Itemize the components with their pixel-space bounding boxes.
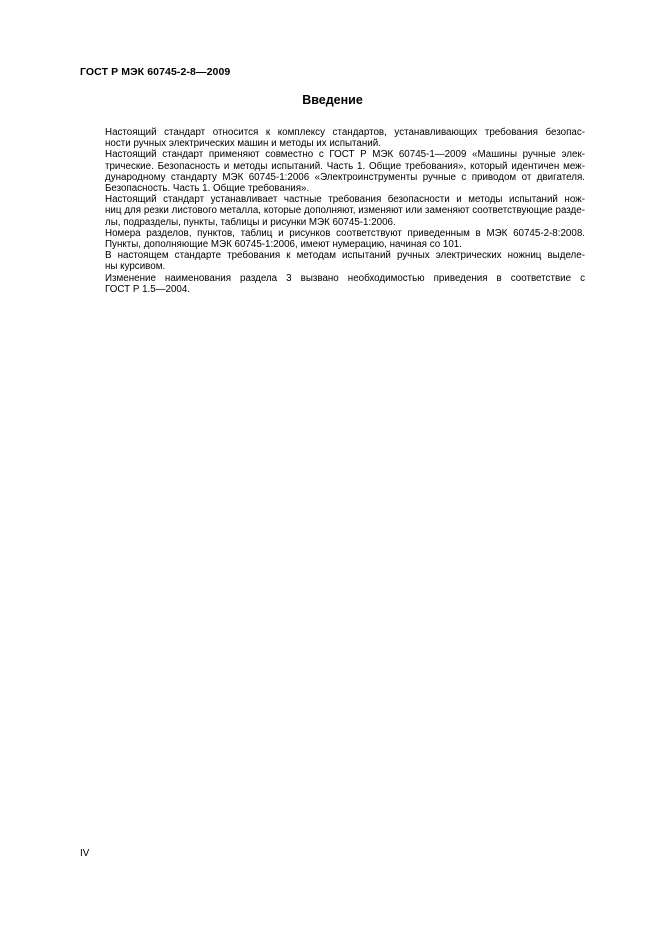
paragraph-5 <box>80 250 585 272</box>
paragraph-6 <box>80 273 585 295</box>
paragraph-line: Безопасность. Часть 1. Общие требования». <box>105 183 310 195</box>
paragraph-line: В настоящем стандарте требования к методам испытаний ручных электрических ножниц выделе- <box>105 250 585 262</box>
page-number: IV <box>80 848 90 859</box>
paragraph-line: Настоящий стандарт устанавливает частные требования безопасности и методы испытаний нож- <box>105 194 585 206</box>
paragraph-line: лы, подразделы, пункты, таблицы и рисунки МЭК 60745-1:2006. <box>105 216 396 228</box>
paragraph-line: Изменение наименования раздела 3 вызвано необходимостью приведения в соответствие с <box>105 272 585 284</box>
paragraph-line: ниц для резки листового металла, которые дополняют, изменяют или заменяют соответствующие разде- <box>105 205 585 217</box>
paragraph-line: Настоящий стандарт относится к комплексу стандартов, устанавливающих требования безопас- <box>105 127 585 138</box>
paragraph-4 <box>80 228 585 250</box>
section-title: Введение <box>302 93 363 107</box>
paragraph-line: ны курсивом. <box>105 261 166 273</box>
standard-code-header: ГОСТ Р МЭК 60745-2-8—2009 <box>80 66 231 78</box>
paragraph-line: дународному стандарту МЭК 60745-1:2006 «Электроинструменты ручные с приводом от двигателя. <box>105 171 585 183</box>
paragraph-line: трические. Безопасность и методы испытаний. Часть 1. Общие требования», который идентичен меж- <box>105 160 585 172</box>
paragraph-line: ности ручных электрических машин и методы их испытаний. <box>105 138 381 150</box>
introduction-body <box>80 127 585 295</box>
paragraph-line: Номера разделов, пунктов, таблиц и рисунков соответствуют приведенным в МЭК 60745-2-8:2008. <box>105 227 585 239</box>
paragraph-line: ГОСТ Р 1.5—2004. <box>105 283 191 295</box>
paragraph-2 <box>80 149 585 194</box>
paragraph-3 <box>80 194 585 228</box>
paragraph-1 <box>80 127 585 149</box>
paragraph-line: Настоящий стандарт применяют совместно с ГОСТ Р МЭК 60745-1—2009 «Машины ручные элек- <box>105 149 585 161</box>
paragraph-line: Пункты, дополняющие МЭК 60745-1:2006, имеют нумерацию, начиная со 101. <box>105 239 462 251</box>
